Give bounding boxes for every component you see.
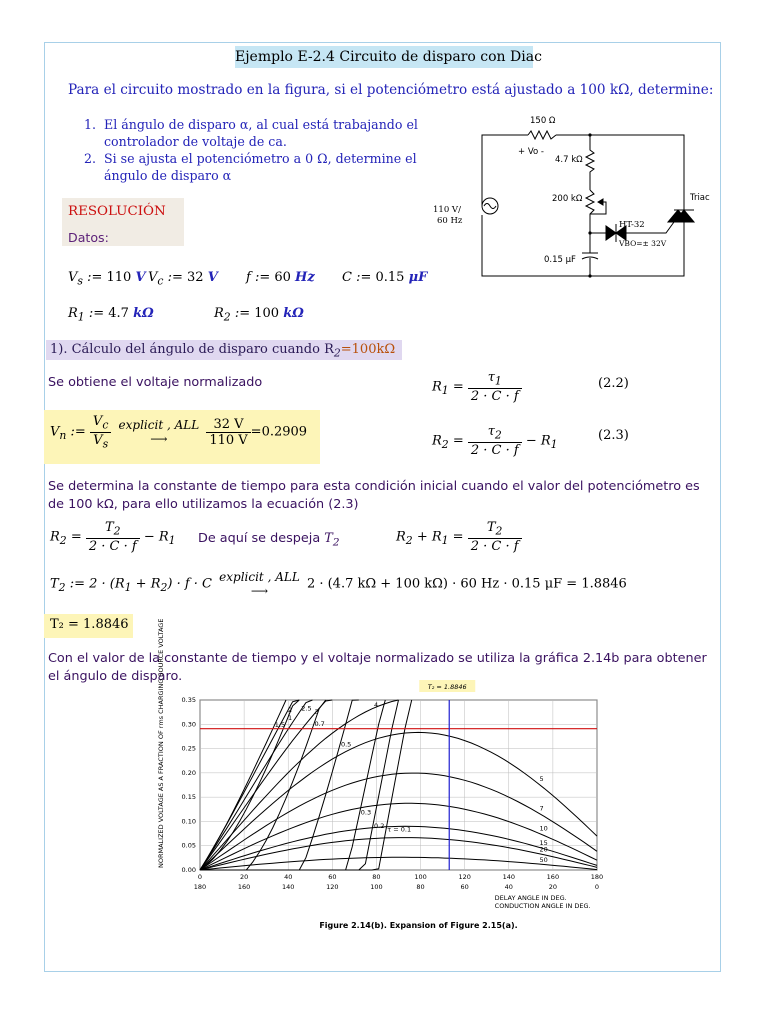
label-r150: 150 Ω — [530, 116, 556, 126]
resolution-heading: RESOLUCIÓN — [68, 204, 166, 219]
x-tick-delay: 160 — [546, 873, 560, 881]
equation-r2: $R_2$ = $\frac{\tau_2}{2 \cdot C \cdot f}$ − $R_1$ — [432, 424, 558, 458]
t2-result: T₂ = 1.8846 — [50, 617, 129, 632]
x-tick-delay: 60 — [328, 873, 337, 881]
y-tick-label: 0.35 — [181, 696, 196, 704]
tau-label: 3 — [314, 707, 319, 716]
tau-label: τ = 0.1 — [387, 825, 412, 834]
constant-text: Se determina la constante de tiempo para esta condición inicial cuando el valor del potenciómetro es de 100 kΩ, para ello utilizamos la ecuación (2.3) — [48, 479, 700, 512]
y-tick-label: 0.25 — [181, 744, 196, 753]
page-title: Ejemplo E-2.4 Circuito de disparo con Diac — [235, 46, 533, 68]
label-r47: 4.7 kΩ — [555, 155, 583, 165]
tau-label: 2.5 — [301, 704, 312, 713]
y-tick-label: 0.20 — [181, 768, 196, 777]
x-tick-conduction: 100 — [370, 883, 383, 891]
x-tick-delay: 140 — [502, 873, 515, 881]
x-tick-conduction: 180 — [193, 883, 207, 891]
x-tick-delay: 180 — [590, 873, 604, 881]
label-vo: + Vo - — [518, 147, 544, 157]
tau-label: 50 — [539, 855, 548, 864]
x-tick-conduction: 140 — [282, 883, 295, 891]
equation-r2-t2: $R_2$ = $\frac{T_2}{2 \cdot C \cdot f}$ − $R_1$ — [50, 520, 176, 554]
equation-r2-r1: $R_2 + R_1$ = $\frac{T_2}{2 \cdot C \cdot f}$ — [396, 520, 522, 554]
label-source: 110 V/ — [433, 205, 461, 215]
y-tick-label: 0.10 — [181, 817, 196, 826]
equation-vn: $V_n$ := $\frac{V_c}{V_s}$ explicit , ALL ⟶ $\frac{32 V}{110 V}$ =0.2909 — [50, 414, 308, 451]
tau-label: 2 — [288, 705, 293, 714]
given-r1: $R_1$ := 4.7 kΩ — [68, 306, 154, 324]
question-2: 2. Si se ajusta el potenciómetro a 0 Ω, determine el ángulo de disparo α — [100, 150, 420, 184]
given-f: f := 60 Hz — [246, 270, 315, 285]
tau-label: 0.7 — [314, 720, 325, 729]
given-c: C := 0.15 μF — [342, 270, 428, 285]
conduction-axis-label: CONDUCTION ANGLE IN DEG. — [494, 902, 591, 910]
graph-text: Con el valor de la constante de tiempo y el voltaje normalizado se utiliza la gráfica 2.14b para obtener el ángulo de disparo. — [48, 651, 707, 684]
x-tick-delay: 80 — [372, 873, 381, 881]
label-diac: HT-32 — [619, 220, 645, 230]
question-1: 1. El ángulo de disparo α, al cual está trabajando el controlador de voltaje de ca. — [100, 116, 420, 150]
y-tick-label: 0.05 — [181, 841, 196, 850]
label-vbo: VBO=± 32V — [619, 239, 667, 248]
x-tick-delay: 120 — [458, 873, 471, 881]
x-tick-conduction: 120 — [326, 883, 339, 891]
given-r2: $R_2$ := 100 kΩ — [214, 306, 304, 324]
annotation-label: T₂ = 1.8846 — [427, 683, 467, 691]
y-tick-label: 0.00 — [181, 866, 196, 874]
despeja-text: De aquí se despeja $T_2$ — [198, 531, 340, 549]
intro-text: Para el circuito mostrado en la figura, si el potenciómetro está ajustado a 100 kΩ, determine: — [68, 82, 714, 98]
circuit-diagram — [428, 110, 728, 280]
tau-label: 0.3 — [360, 808, 372, 817]
label-r200: 200 kΩ — [552, 194, 583, 204]
question-list — [80, 116, 420, 184]
x-tick-conduction: 60 — [460, 883, 469, 891]
x-tick-delay: 0 — [197, 873, 203, 881]
x-tick-delay: 100 — [414, 873, 427, 881]
x-tick-conduction: 40 — [504, 883, 513, 891]
section-heading-1: 1). Cálculo del ángulo de disparo cuando $R_2=100k\Omega$ — [46, 340, 402, 360]
tau-label: 1 — [288, 714, 293, 723]
tau-label: 7 — [539, 804, 544, 813]
delay-axis-label: DELAY ANGLE IN DEG. — [494, 894, 567, 902]
tau-label: 0.5 — [340, 740, 352, 749]
given-vc: $V_c$ := 32 V — [148, 270, 218, 288]
tau-label: 0.2 — [374, 821, 385, 830]
equation-r1: $R_1$ = $\frac{\tau_1}{2 \cdot C \cdot f}$ — [432, 370, 522, 404]
data-heading: Datos: — [68, 230, 109, 245]
tau-label: 10 — [539, 824, 548, 833]
y-axis-label: NORMALIZED VOLTAGE AS A FRACTION OF rms CHARGING SOURCE VOLTAGE — [157, 618, 165, 868]
x-tick-conduction: 20 — [548, 883, 558, 891]
label-source-freq: 60 Hz — [437, 216, 463, 226]
x-tick-delay: 20 — [239, 873, 249, 881]
y-tick-label: 0.15 — [181, 793, 196, 802]
tau-label: 15 — [539, 838, 548, 847]
given-vs: $V_s$ := 110 V — [68, 270, 146, 288]
equation-t2: $T_2$ := $2 \cdot (R_1 + R_2) \cdot f \cdot C$ explicit , ALL ⟶ 2 · (4.7 kΩ + 100 kΩ) · 60 Hz · 0.15 μF = 1.8846 — [50, 570, 627, 598]
eq-number-2-2: (2.2) — [598, 376, 629, 391]
label-triac: Triac — [690, 193, 710, 203]
vn-text: Se obtiene el voltaje normalizado — [48, 375, 263, 390]
tau-label: 5 — [539, 774, 544, 783]
x-tick-conduction: 160 — [237, 883, 251, 891]
y-tick-label: 0.30 — [181, 720, 196, 729]
tau-label: 20 — [539, 845, 548, 854]
label-cap: 0.15 μF — [544, 255, 576, 265]
x-tick-conduction: 0 — [594, 883, 600, 891]
tau-label: 1.5 — [274, 720, 286, 729]
x-tick-conduction: 80 — [416, 883, 425, 891]
x-tick-delay: 40 — [284, 873, 293, 881]
chart-title: Figure 2.14(b). Expansion of Figure 2.15(a). — [319, 921, 518, 930]
eq-number-2-3: (2.3) — [598, 428, 629, 443]
tau-label: 4 — [374, 700, 379, 709]
